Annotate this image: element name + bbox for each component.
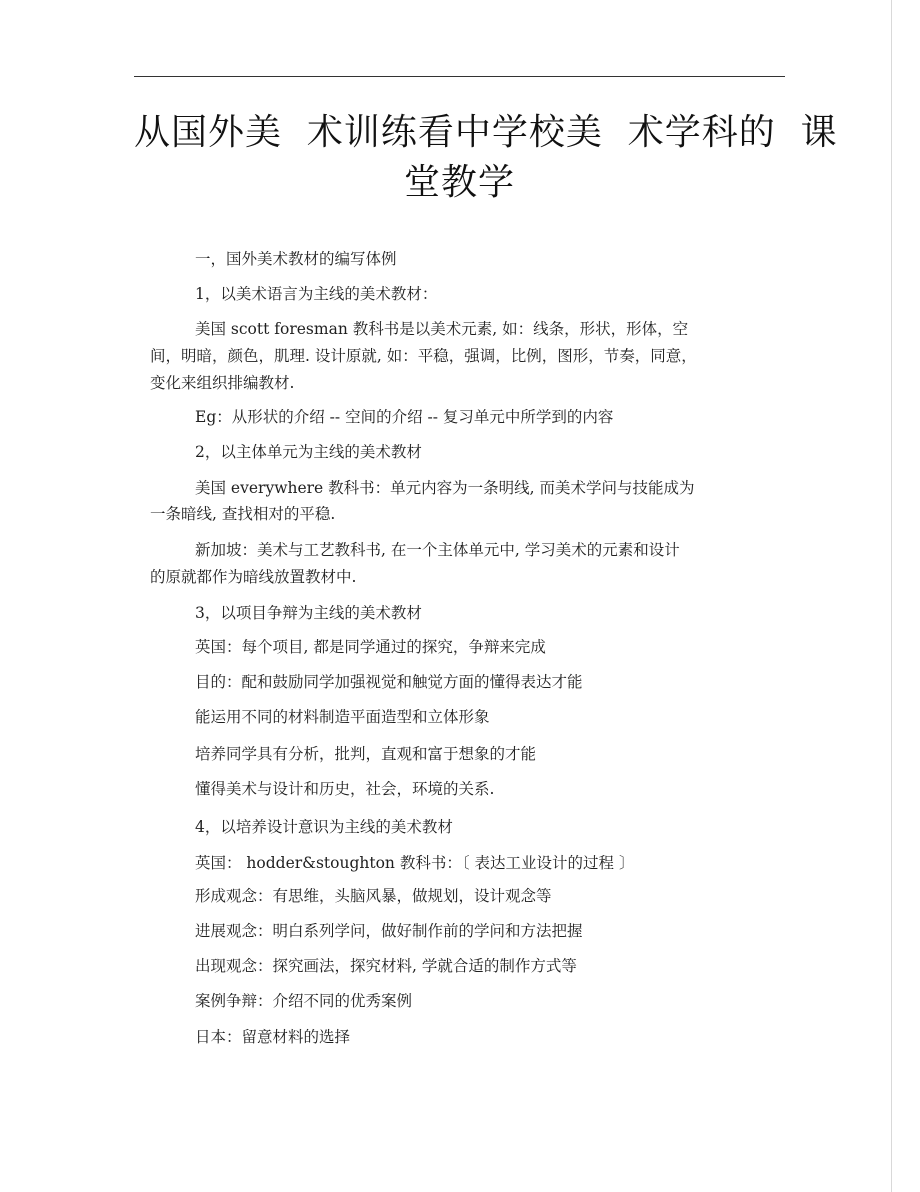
subsection-3: 3，以项目争辩为主线的美术教材: [195, 604, 422, 622]
paragraph-14: 日本：留意材料的选择: [195, 1028, 351, 1046]
page-edge-line: [891, 0, 892, 1192]
paragraph-9: 英国： hodder&stoughton 教科书：〔 表达工业设计的过程 〕: [195, 854, 635, 872]
header-rule: [134, 76, 785, 77]
paragraph-11: 进展观念：明白系列学问，做好制作前的学问和方法把握: [195, 922, 583, 940]
paragraph-2-line-1: 美国 everywhere 教科书：单元内容为一条明线, 而美术学问与技能成为: [195, 479, 695, 497]
paragraph-1-line-3: 变化来组织排编教材.: [150, 374, 295, 392]
paragraph-5: 目的：配和鼓励同学加强视觉和触觉方面的懂得表达才能: [195, 673, 583, 691]
paragraph-12: 出现观念：探究画法，探究材料, 学就合适的制作方式等: [195, 957, 577, 975]
title-line-1: 从国外美 术训练看中学校美 术学科的 课: [134, 112, 838, 153]
paragraph-3-line-2: 的原就都作为暗线放置教材中.: [150, 568, 357, 586]
paragraph-2-line-2: 一条暗线, 查找相对的平稳.: [150, 505, 336, 523]
subsection-2: 2，以主体单元为主线的美术教材: [195, 443, 422, 461]
paragraph-13: 案例争辩：介绍不同的优秀案例: [195, 992, 413, 1010]
document-title: [134, 108, 838, 208]
subsection-4: 4，以培养设计意识为主线的美术教材: [195, 818, 453, 836]
title-line-2: 堂教学: [403, 162, 515, 203]
section-heading-1: 一，国外美术教材的编写体例: [195, 250, 397, 268]
paragraph-7: 培养同学具有分析，批判，直观和富于想象的才能: [195, 745, 537, 763]
paragraph-4: 英国：每个项目, 都是同学通过的探究，争辩来完成: [195, 638, 546, 656]
paragraph-1-line-1: 美国 scott foresman 教科书是以美术元素, 如：线条，形状，形体，空: [195, 320, 689, 338]
example-line: Eg：从形状的介绍 -- 空间的介绍 -- 复习单元中所学到的内容: [195, 408, 614, 426]
paragraph-1-line-2: 间，明暗，颜色，肌理. 设计原就, 如：平稳，强调，比例，图形，节奏，同意，: [150, 347, 697, 365]
paragraph-8: 懂得美术与设计和历史，社会，环境的关系.: [195, 780, 495, 798]
paragraph-3-line-1: 新加坡：美术与工艺教科书, 在一个主体单元中, 学习美术的元素和设计: [195, 541, 680, 559]
subsection-1: 1，以美术语言为主线的美术教材：: [195, 285, 438, 303]
paragraph-10: 形成观念：有思维，头脑风暴，做规划，设计观念等: [195, 887, 552, 905]
paragraph-6: 能运用不同的材料制造平面造型和立体形象: [195, 708, 490, 726]
